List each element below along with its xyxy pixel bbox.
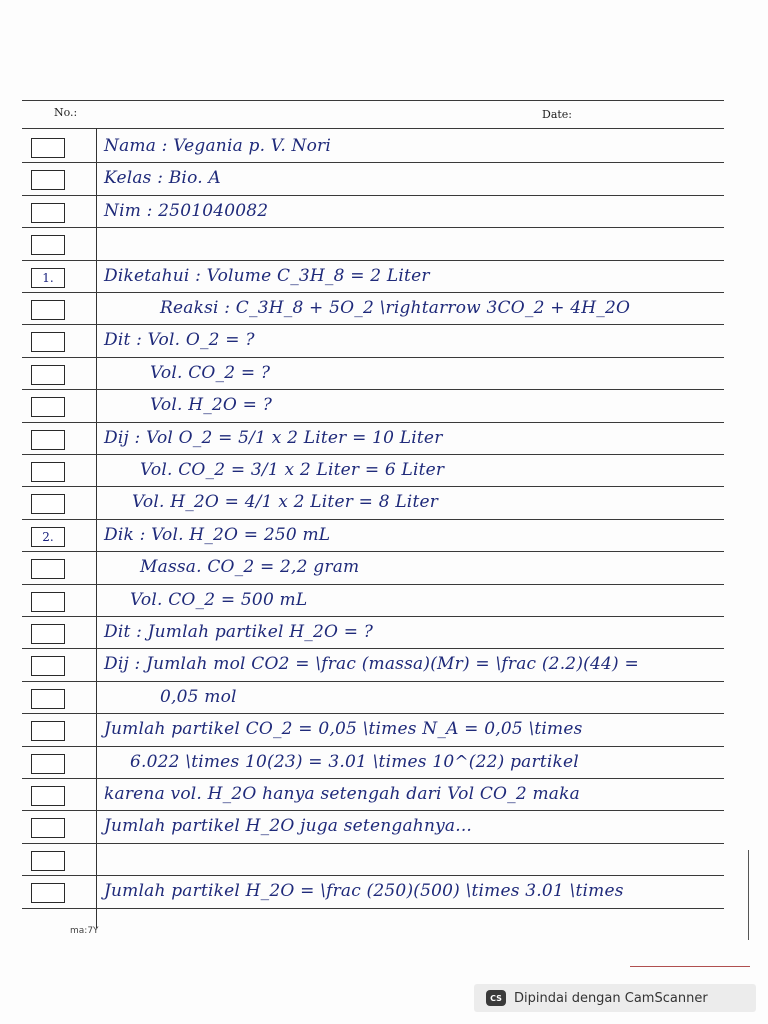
camscanner-logo-icon: CS (486, 990, 506, 1006)
handwritten-line: Vol. CO_2 = 3/1 x 2 Liter = 6 Liter (140, 460, 445, 480)
row-checkbox[interactable] (31, 332, 65, 352)
ruled-line (22, 260, 724, 261)
ruled-line (22, 616, 724, 617)
handwritten-line: Vol. H_2O = 4/1 x 2 Liter = 8 Liter (132, 492, 439, 513)
ruled-line (22, 454, 724, 455)
stray-mark: ma:7Y (70, 926, 99, 936)
ruled-line (22, 100, 724, 101)
ruled-line (22, 908, 724, 909)
watermark-text: Dipindai dengan CamScanner (514, 990, 708, 1006)
row-checkbox[interactable] (31, 689, 65, 709)
ruled-line (22, 389, 724, 390)
row-checkbox[interactable] (31, 851, 65, 871)
row-checkbox[interactable] (31, 365, 65, 385)
ruled-line (22, 843, 724, 844)
ruled-line (22, 227, 724, 228)
handwritten-line: Dij : Jumlah mol CO2 = \frac (massa)(Mr) = \frac (2.2)(44) = (104, 654, 639, 675)
handwritten-line: Jumlah partikel H_2O juga setengahnya... (104, 816, 473, 837)
ruled-line (22, 128, 724, 129)
handwritten-line: Reaksi : C_3H_8 + 5O_2 \rightarrow 3CO_2 + 4H_2O (160, 298, 631, 318)
row-checkbox[interactable] (31, 624, 65, 644)
handwritten-line: Jumlah partikel H_2O = \frac (250)(500) \times 3.01 \times (104, 881, 624, 902)
handwritten-line: Jumlah partikel CO_2 = 0,05 \times N_A = 0,05 \times (104, 719, 583, 740)
date-label: Date: (542, 108, 573, 121)
row-checkbox[interactable] (31, 430, 65, 450)
row-checkbox[interactable] (31, 170, 65, 190)
row-checkbox[interactable] (31, 818, 65, 838)
row-checkbox[interactable] (31, 754, 65, 774)
row-checkbox[interactable] (31, 462, 65, 482)
handwritten-line: Nama : Vegania p. V. Nori (104, 136, 331, 156)
row-checkbox[interactable] (31, 138, 65, 158)
handwritten-line: Diketahui : Volume C_3H_8 = 2 Liter (104, 265, 430, 286)
row-checkbox[interactable]: 2. (31, 527, 65, 547)
ruled-line (22, 551, 724, 552)
row-checkbox[interactable]: 1. (31, 268, 65, 288)
ruled-line (22, 195, 724, 196)
ruled-line (22, 875, 724, 876)
handwritten-line: 6.022 \times 10(23) = 3.01 \times 10^(22) partikel (130, 751, 579, 772)
handwritten-line: Dik : Vol. H_2O = 250 mL (104, 524, 331, 545)
ruled-line (22, 357, 724, 358)
ruled-line (22, 162, 724, 163)
ruled-line (22, 292, 724, 293)
row-checkbox[interactable] (31, 203, 65, 223)
ruled-line (22, 778, 724, 779)
row-checkbox[interactable] (31, 883, 65, 903)
ruled-line (22, 324, 724, 325)
ruled-line (22, 810, 724, 811)
ruled-line (22, 746, 724, 747)
ruled-line (22, 681, 724, 682)
handwritten-line: karena vol. H_2O hanya setengah dari Vol CO_2 maka (104, 784, 580, 804)
ruled-line (22, 648, 724, 649)
row-checkbox[interactable] (31, 786, 65, 806)
handwritten-line: Dit : Vol. O_2 = ? (104, 330, 255, 351)
row-checkbox[interactable] (31, 592, 65, 612)
handwritten-line: Kelas : Bio. A (104, 168, 221, 189)
no-label: No.: (54, 106, 78, 119)
ruled-line (22, 519, 724, 520)
row-checkbox[interactable] (31, 656, 65, 676)
ruled-line (22, 422, 724, 423)
row-checkbox[interactable] (31, 300, 65, 320)
row-checkbox[interactable] (31, 235, 65, 255)
row-checkbox[interactable] (31, 494, 65, 514)
ruled-line (22, 486, 724, 487)
handwritten-line: Dit : Jumlah partikel H_2O = ? (104, 622, 374, 642)
row-checkbox[interactable] (31, 397, 65, 417)
row-checkbox[interactable] (31, 721, 65, 741)
handwritten-line: Nim : 2501040082 (104, 200, 269, 221)
handwritten-line: Dij : Vol O_2 = 5/1 x 2 Liter = 10 Liter (104, 427, 443, 448)
corner-mark-line (630, 966, 750, 967)
handwritten-line: 0,05 mol (160, 686, 237, 707)
handwritten-line: Vol. CO_2 = ? (150, 362, 271, 383)
edge-mark-line (748, 850, 749, 940)
camscanner-watermark (474, 984, 756, 1012)
margin-line (96, 128, 97, 928)
ruled-line (22, 584, 724, 585)
ruled-line (22, 713, 724, 714)
row-checkbox[interactable] (31, 559, 65, 579)
handwritten-line: Massa. CO_2 = 2,2 gram (140, 557, 360, 578)
handwritten-line: Vol. CO_2 = 500 mL (130, 589, 308, 610)
handwritten-line: Vol. H_2O = ? (150, 395, 273, 416)
